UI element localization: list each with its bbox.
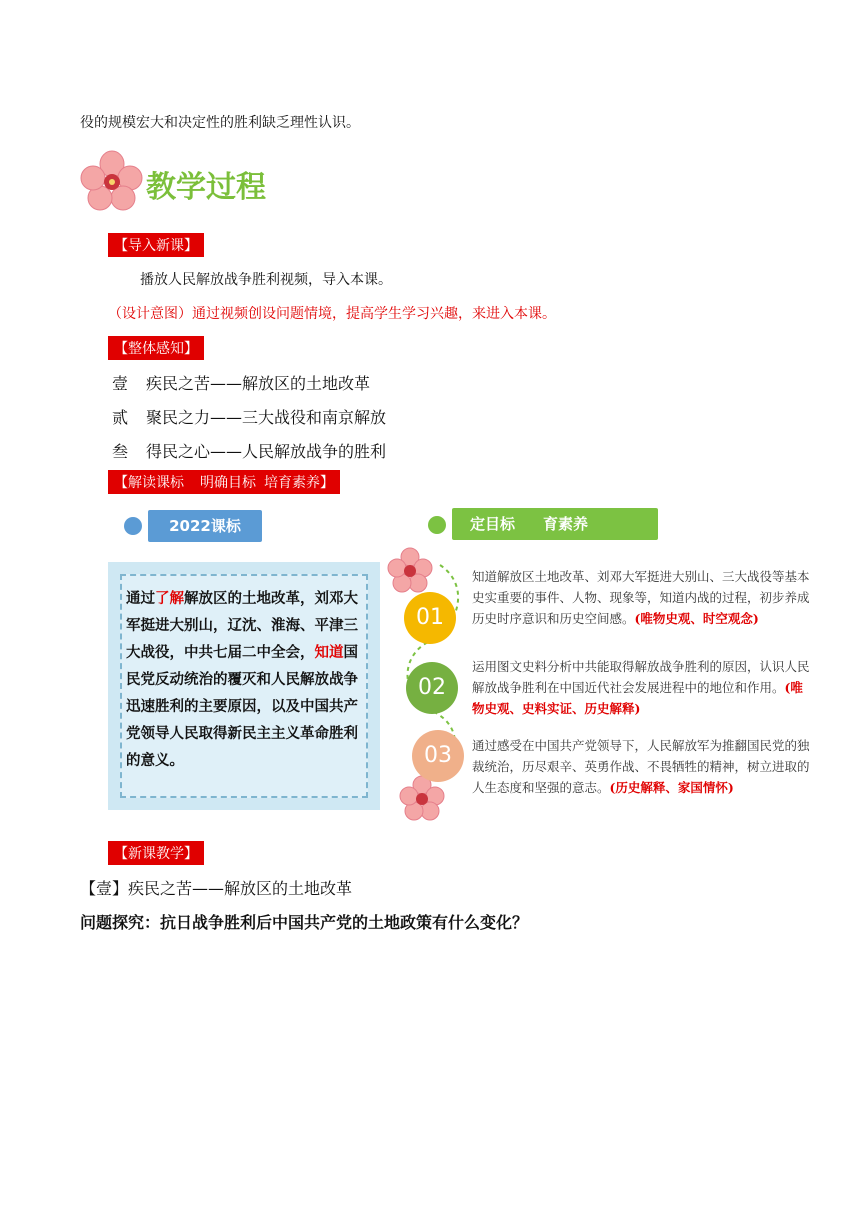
- goal-badge: 02: [406, 662, 458, 714]
- outline-item: [112, 405, 386, 428]
- outline-text: 得民之心——人民解放战争的胜利: [146, 442, 387, 461]
- intro-paragraph: 播放人民解放战争胜利视频，导入本课。: [140, 272, 392, 288]
- plum-blossom-icon: [400, 776, 444, 820]
- goal-text: [472, 656, 812, 719]
- curriculum-text-part: 解放区的土地改革，刘邓大军挺进大别山，辽沈、淮海、平津三大战役，中共七届二中全会，: [126, 591, 358, 661]
- inquiry-question: 问题探究：抗日战争胜利后中国共产党的土地政策有什么变化？: [80, 913, 529, 932]
- outline-number: 贰: [112, 408, 129, 427]
- continuation-text: 役的规模宏大和决定性的胜利缺乏理性认识。: [80, 115, 360, 131]
- bullet-circle-icon: [124, 517, 142, 535]
- design-intent: （设计意图）通过视频创设问题情境，提高学生学习兴趣，来进入本课。: [108, 306, 556, 322]
- curriculum-text-part: 国民党反动统治的覆灭和人民解放战争迅速胜利的主要原因，以及中国共产党领导人民取得新民主主义革命胜利的意义。: [126, 645, 358, 769]
- outline-item: [112, 439, 386, 462]
- goals-banner-part: 定目标: [470, 515, 516, 533]
- goal-description: 运用图文史料分析中共能取得解放战争胜利的原因，认识人民解放战争胜利在中国近代社会发展进程中的地位和作用。: [472, 659, 810, 695]
- goal-competency-tag: (唯物史观、时空观念): [634, 611, 759, 626]
- bullet-circle-icon: [428, 516, 446, 534]
- standards-tag: [108, 470, 340, 494]
- outline-item: [112, 371, 370, 394]
- goal-text: [472, 735, 812, 798]
- goal-competency-tag: (唯物史观、史料实证、历史解释): [472, 680, 803, 716]
- keyword-highlight: 知道: [314, 645, 344, 661]
- curriculum-text: [126, 586, 366, 775]
- outline-number: 壹: [112, 374, 129, 393]
- goal-text: [472, 566, 812, 629]
- goal-badge: 01: [404, 592, 456, 644]
- curriculum-text-part: 通过: [126, 591, 155, 607]
- plum-blossom-icon: [388, 548, 432, 592]
- outline-text: 疾民之苦——解放区的土地改革: [146, 374, 371, 393]
- outline-text: 聚民之力——三大战役和南京解放: [146, 408, 387, 427]
- standards-tag-part: 【解读课标: [114, 475, 184, 491]
- curriculum-box: [108, 562, 380, 810]
- overall-tag: 【整体感知】: [108, 336, 204, 360]
- standards-tag-part: 明确目标: [200, 475, 256, 491]
- goals-banner-part: 育素养: [543, 515, 589, 533]
- curriculum-banner: 2022课标: [148, 510, 262, 542]
- goal-competency-tag: (历史解释、家国情怀): [609, 780, 734, 795]
- goal-description: 通过感受在中国共产党领导下，人民解放军为推翻国民党的独裁统治，历尽艰辛、英勇作战、不畏牺牲的精神，树立进取的人生态度和坚强的意志。: [472, 738, 810, 795]
- goals-banner: [452, 508, 658, 540]
- new-lesson-tag: 【新课教学】: [108, 841, 204, 865]
- goal-description: 知道解放区土地改革、刘邓大军挺进大别山、三大战役等基本史实重要的事件、人物、现象等，知道内战的过程，初步养成历史时序意识和历史空间感。: [472, 569, 810, 626]
- plum-blossom-icon: [80, 150, 144, 212]
- outline-number: 叁: [112, 442, 129, 461]
- intro-tag: 【导入新课】: [108, 233, 204, 257]
- part-heading: 【壹】疾民之苦——解放区的土地改革: [80, 879, 353, 898]
- standards-tag-part: 培育素养】: [264, 475, 334, 491]
- section-title: 教学过程: [146, 170, 266, 205]
- keyword-highlight: 了解: [155, 591, 184, 607]
- goal-badge: 03: [412, 730, 464, 782]
